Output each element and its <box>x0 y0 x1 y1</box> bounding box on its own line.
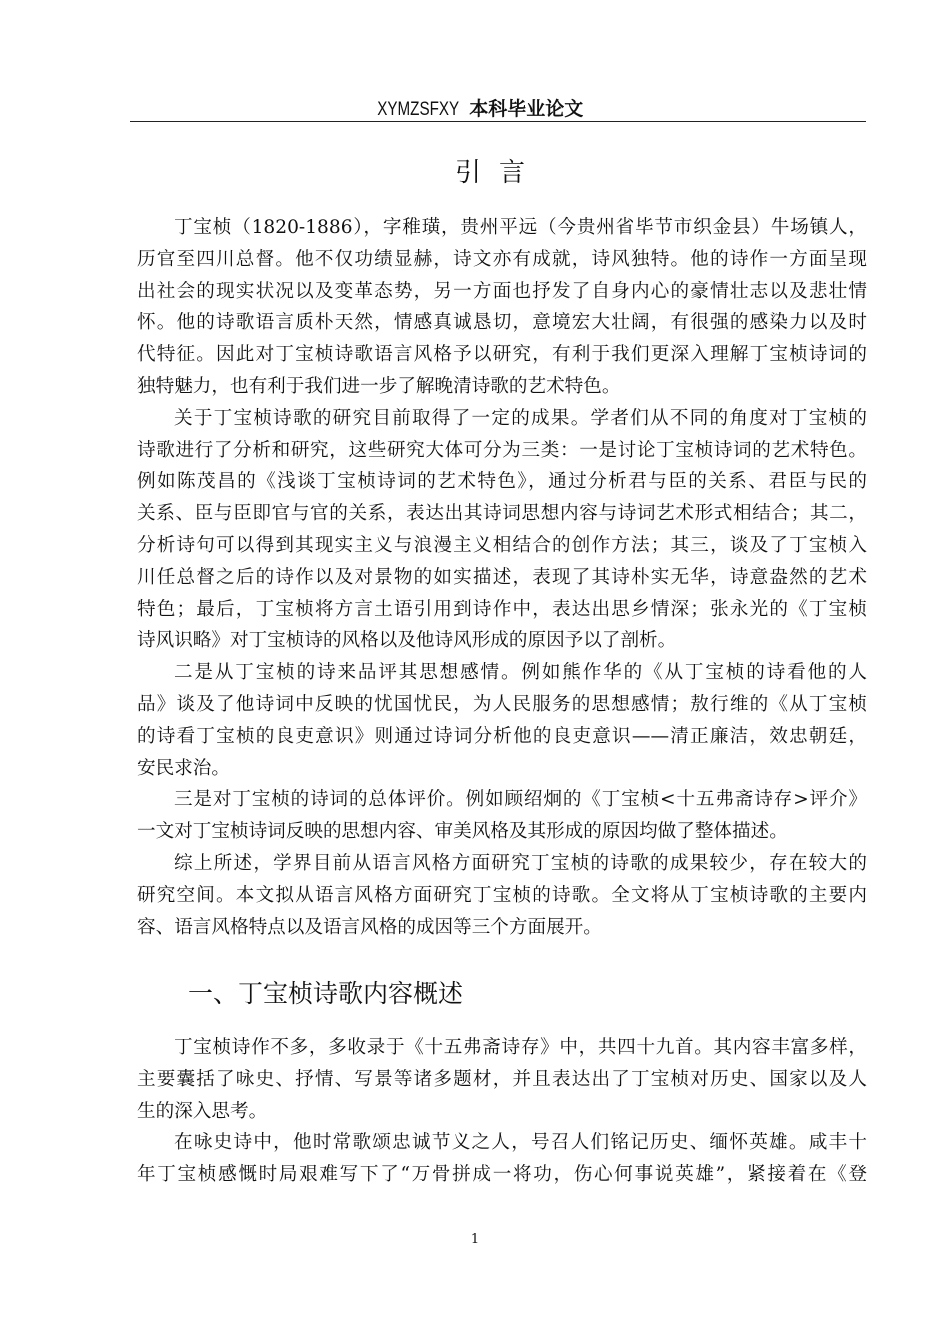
paragraph-line: 一文对丁宝桢诗词反映的思想内容、审美风格及其形成的原因均做了整体描述。 <box>137 821 788 843</box>
paragraph-line: 独特魅力，也有利于我们进一步了解晚清诗歌的艺术特色。 <box>137 375 621 397</box>
paragraph-line: 关系、臣与臣即官与官的关系，表达出其诗词思想内容与诗词艺术形式相结合；其二， <box>137 503 867 525</box>
paragraph-line: 分析诗句可以得到其现实主义与浪漫主义相结合的创作方法；其三，谈及了丁宝桢入 <box>137 534 867 556</box>
paragraph-line: 品》谈及了他诗词中反映的忧国忧民，为人民服务的思想感情；敖行维的《从丁宝桢 <box>137 693 867 715</box>
header-code: XYMZSFXY <box>377 99 459 120</box>
paragraph-line: 三是对丁宝桢的诗词的总体评价。例如顾绍炯的《丁宝桢<十五弗斋诗存>评介》 <box>174 789 867 811</box>
page-title: 引言 <box>454 158 543 188</box>
paragraph-line: 怀。他的诗歌语言质朴天然，情感真诚恳切，意境宏大壮阔，有很强的感染力以及时 <box>137 312 867 334</box>
paragraph-line: 的诗看丁宝桢的良吏意识》则通过诗词分析他的良吏意识——清正廉洁，效忠朝廷， <box>137 725 867 747</box>
paragraph-line: 容、语言风格特点以及语言风格的成因等三个方面展开。 <box>137 916 602 938</box>
paragraph-line: 代特征。因此对丁宝桢诗歌语言风格予以研究，有利于我们更深入理解丁宝桢诗词的 <box>137 344 867 366</box>
paragraph-line: 例如陈茂昌的《浅谈丁宝桢诗词的艺术特色》，通过分析君与臣的关系、君臣与民的 <box>137 471 867 493</box>
paragraph-line: 历官至四川总督。他不仅功绩显赫，诗文亦有成就，诗风独特。他的诗作一方面呈现 <box>137 248 867 270</box>
header-rule <box>130 121 866 122</box>
section-body <box>137 1032 867 1191</box>
paragraph-line: 诗风识略》对丁宝桢诗的风格以及他诗风形成的原因予以了剖析。 <box>137 630 677 652</box>
paragraph-line: 关于丁宝桢诗歌的研究目前取得了一定的成果。学者们从不同的角度对丁宝桢的 <box>174 407 867 429</box>
paragraph-line: 年丁宝桢感慨时局艰难写下了“万骨拼成一将功，伤心何事说英雄”，紧接着在《登 <box>137 1164 867 1186</box>
paragraph-line: 出社会的现实状况以及变革态势，另一方面也抒发了自身内心的豪情壮志以及悲壮情 <box>137 280 867 302</box>
paragraph-line: 特色；最后，丁宝桢将方言土语引用到诗作中，表达出思乡情深；张永光的《丁宝桢 <box>137 598 867 620</box>
paragraph-line: 二是从丁宝桢的诗来品评其思想感情。例如熊作华的《从丁宝桢的诗看他的人 <box>174 662 867 684</box>
paragraph-line: 丁宝桢诗作不多，多收录于《十五弗斋诗存》中，共四十九首。其内容丰富多样， <box>174 1037 867 1058</box>
paragraph-line: 主要囊括了咏史、抒情、写景等诸多题材，并且表达出了丁宝桢对历史、国家以及人 <box>137 1068 867 1090</box>
paragraph-line: 在咏史诗中，他时常歌颂忠诚节义之人，号召人们铭记历史、缅怀英雄。咸丰十 <box>174 1132 867 1154</box>
paragraph-line: 生的深入思考。 <box>137 1100 268 1122</box>
page-header <box>0 94 950 121</box>
section-heading: 一、丁宝桢诗歌内容概述 <box>188 979 464 1008</box>
paragraph-line: 丁宝桢（1820-1886），字稚璜，贵州平远（今贵州省毕节市织金县）牛场镇人， <box>174 217 867 238</box>
paragraph-line: 研究空间。本文拟从语言风格方面研究丁宝桢的诗歌。全文将从丁宝桢诗歌的主要内 <box>137 884 867 906</box>
intro-body <box>137 212 867 943</box>
paragraph-line: 川任总督之后的诗作以及对景物的如实描述，表现了其诗朴实无华，诗意盎然的艺术 <box>137 566 867 588</box>
paragraph-line: 诗歌进行了分析和研究，这些研究大体可分为三类：一是讨论丁宝桢诗词的艺术特色。 <box>137 439 867 461</box>
paragraph-line: 综上所述，学界目前从语言风格方面研究丁宝桢的诗歌的成果较少，存在较大的 <box>174 852 867 874</box>
header-title: 本科毕业论文 <box>469 98 584 120</box>
page-number: 1 <box>470 1232 480 1247</box>
paragraph-line: 安民求治。 <box>137 757 230 779</box>
